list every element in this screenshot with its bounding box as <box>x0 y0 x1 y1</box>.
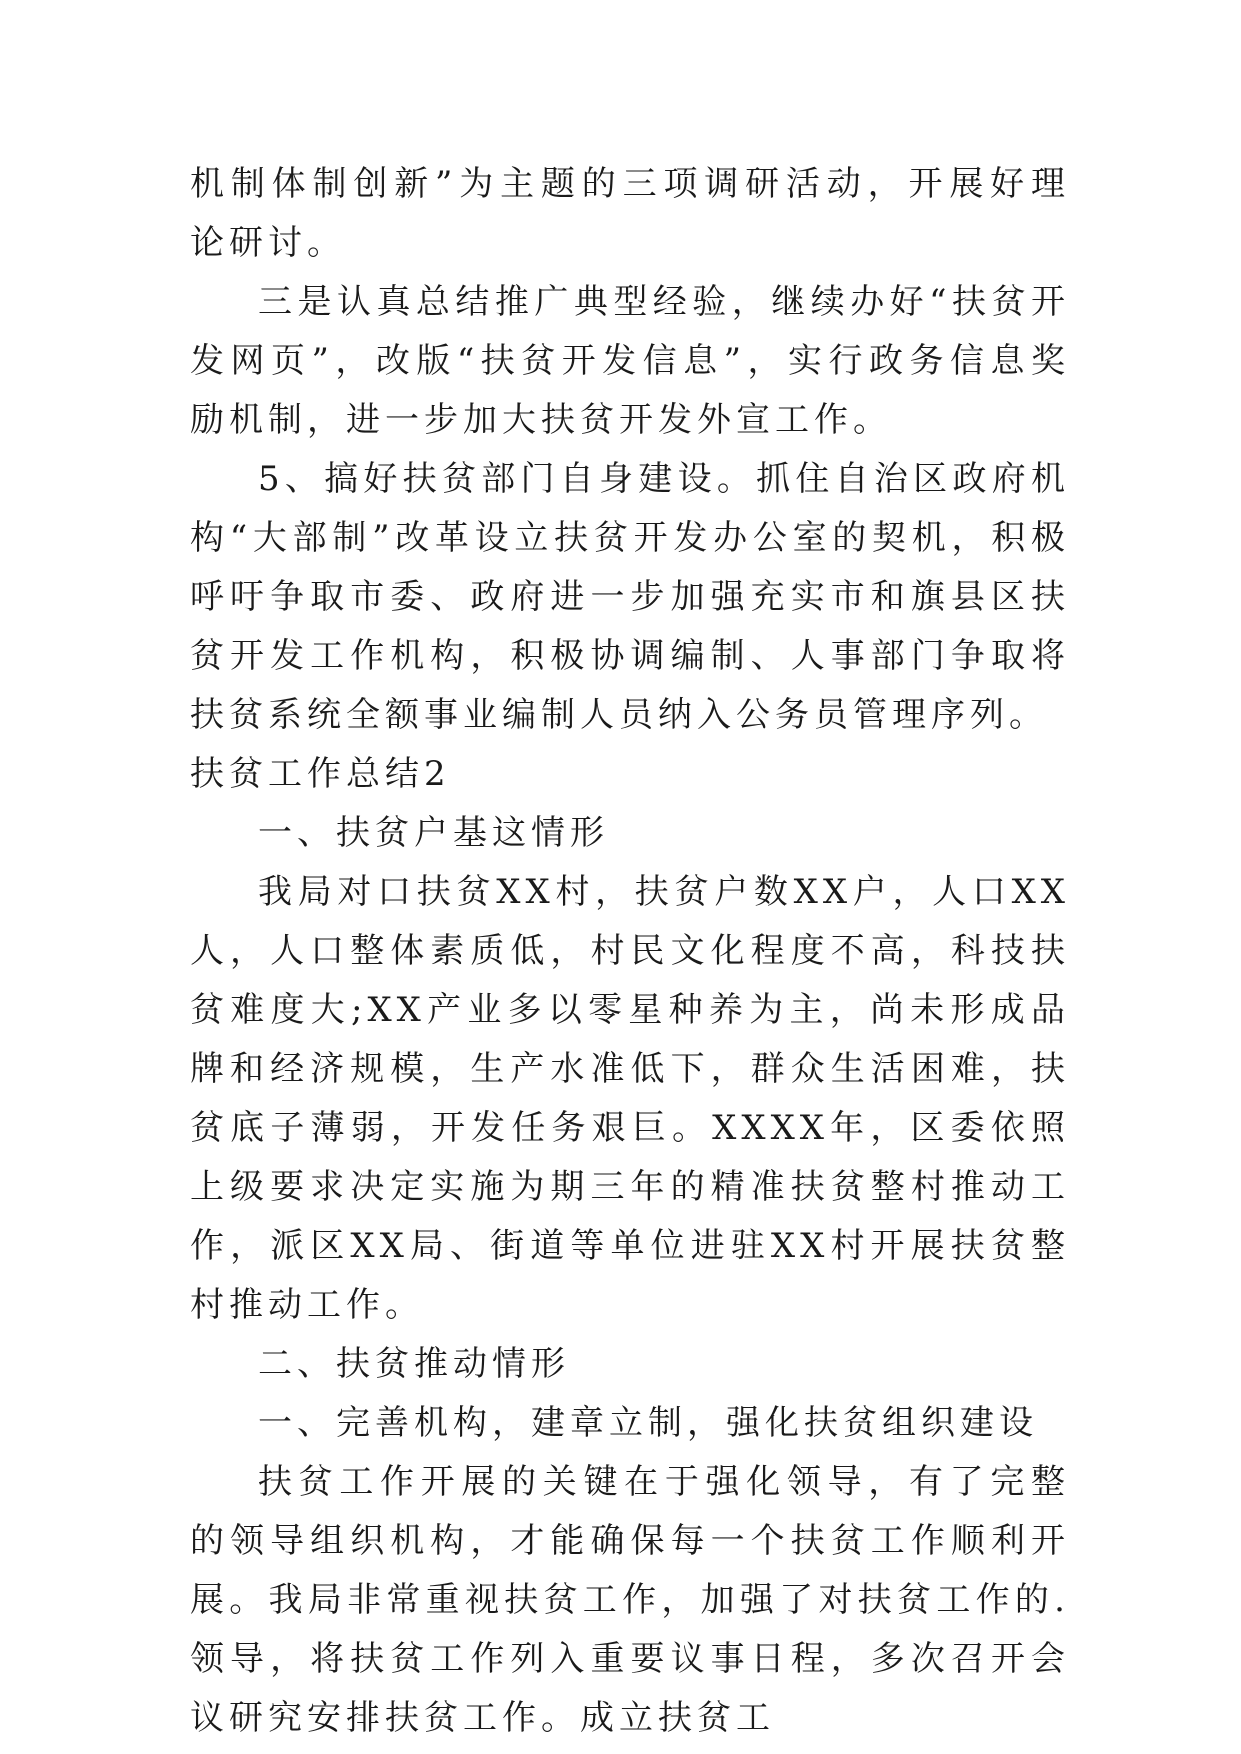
paragraph-5: 扶贫工作开展的关键在于强化领导，有了完整的领导组织机构，才能确保每一个扶贫工作顺利开展。我局非常重视扶贫工作，加强了对扶贫工作的.领导，将扶贫工作列入重要议事日程，多次召开会议研究安排扶贫工作。成立扶贫工 <box>190 1462 1070 1738</box>
paragraph-2: 三是认真总结推广典型经验，继续办好“扶贫开发网页”，改版“扶贫开发信息”，实行政务信息奖励机制，进一步加大扶贫开发外宣工作。 <box>190 282 1070 440</box>
subheading-3: 一、完善机构，建章立制，强化扶贫组织建设 <box>258 1403 1038 1443</box>
subheading-1: 一、扶贫户基这情形 <box>258 813 609 853</box>
section-title: 扶贫工作总结2 <box>190 754 451 794</box>
paragraph-3: 5、搞好扶贫部门自身建设。抓住自治区政府机构“大部制”改革设立扶贫开发办公室的契机，积极呼吁争取市委、政府进一步加强充实市和旗县区扶贫开发工作机构，积极协调编制、人事部门争取将扶贫系统全额事业编制人员纳入公务员管理序列。 <box>190 459 1070 735</box>
paragraph-1: 机制体制创新”为主题的三项调研活动，开展好理论研讨。 <box>190 164 1070 263</box>
document-page <box>190 155 1070 1748</box>
paragraph-4: 我局对口扶贫XX村，扶贫户数XX户，人口XX人，人口整体素质低，村民文化程度不高，科技扶贫难度大;XX产业多以零星种养为主，尚未形成品牌和经济规模，生产水准低下，群众生活困难，扶贫底子薄弱，开发任务艰巨。XXXX年，区委依照上级要求决定实施为期三年的精准扶贫整村推动工作，派区XX局、街道等单位进驻XX村开展扶贫整村推动工作。 <box>190 872 1070 1325</box>
subheading-2: 二、扶贫推动情形 <box>258 1344 570 1384</box>
